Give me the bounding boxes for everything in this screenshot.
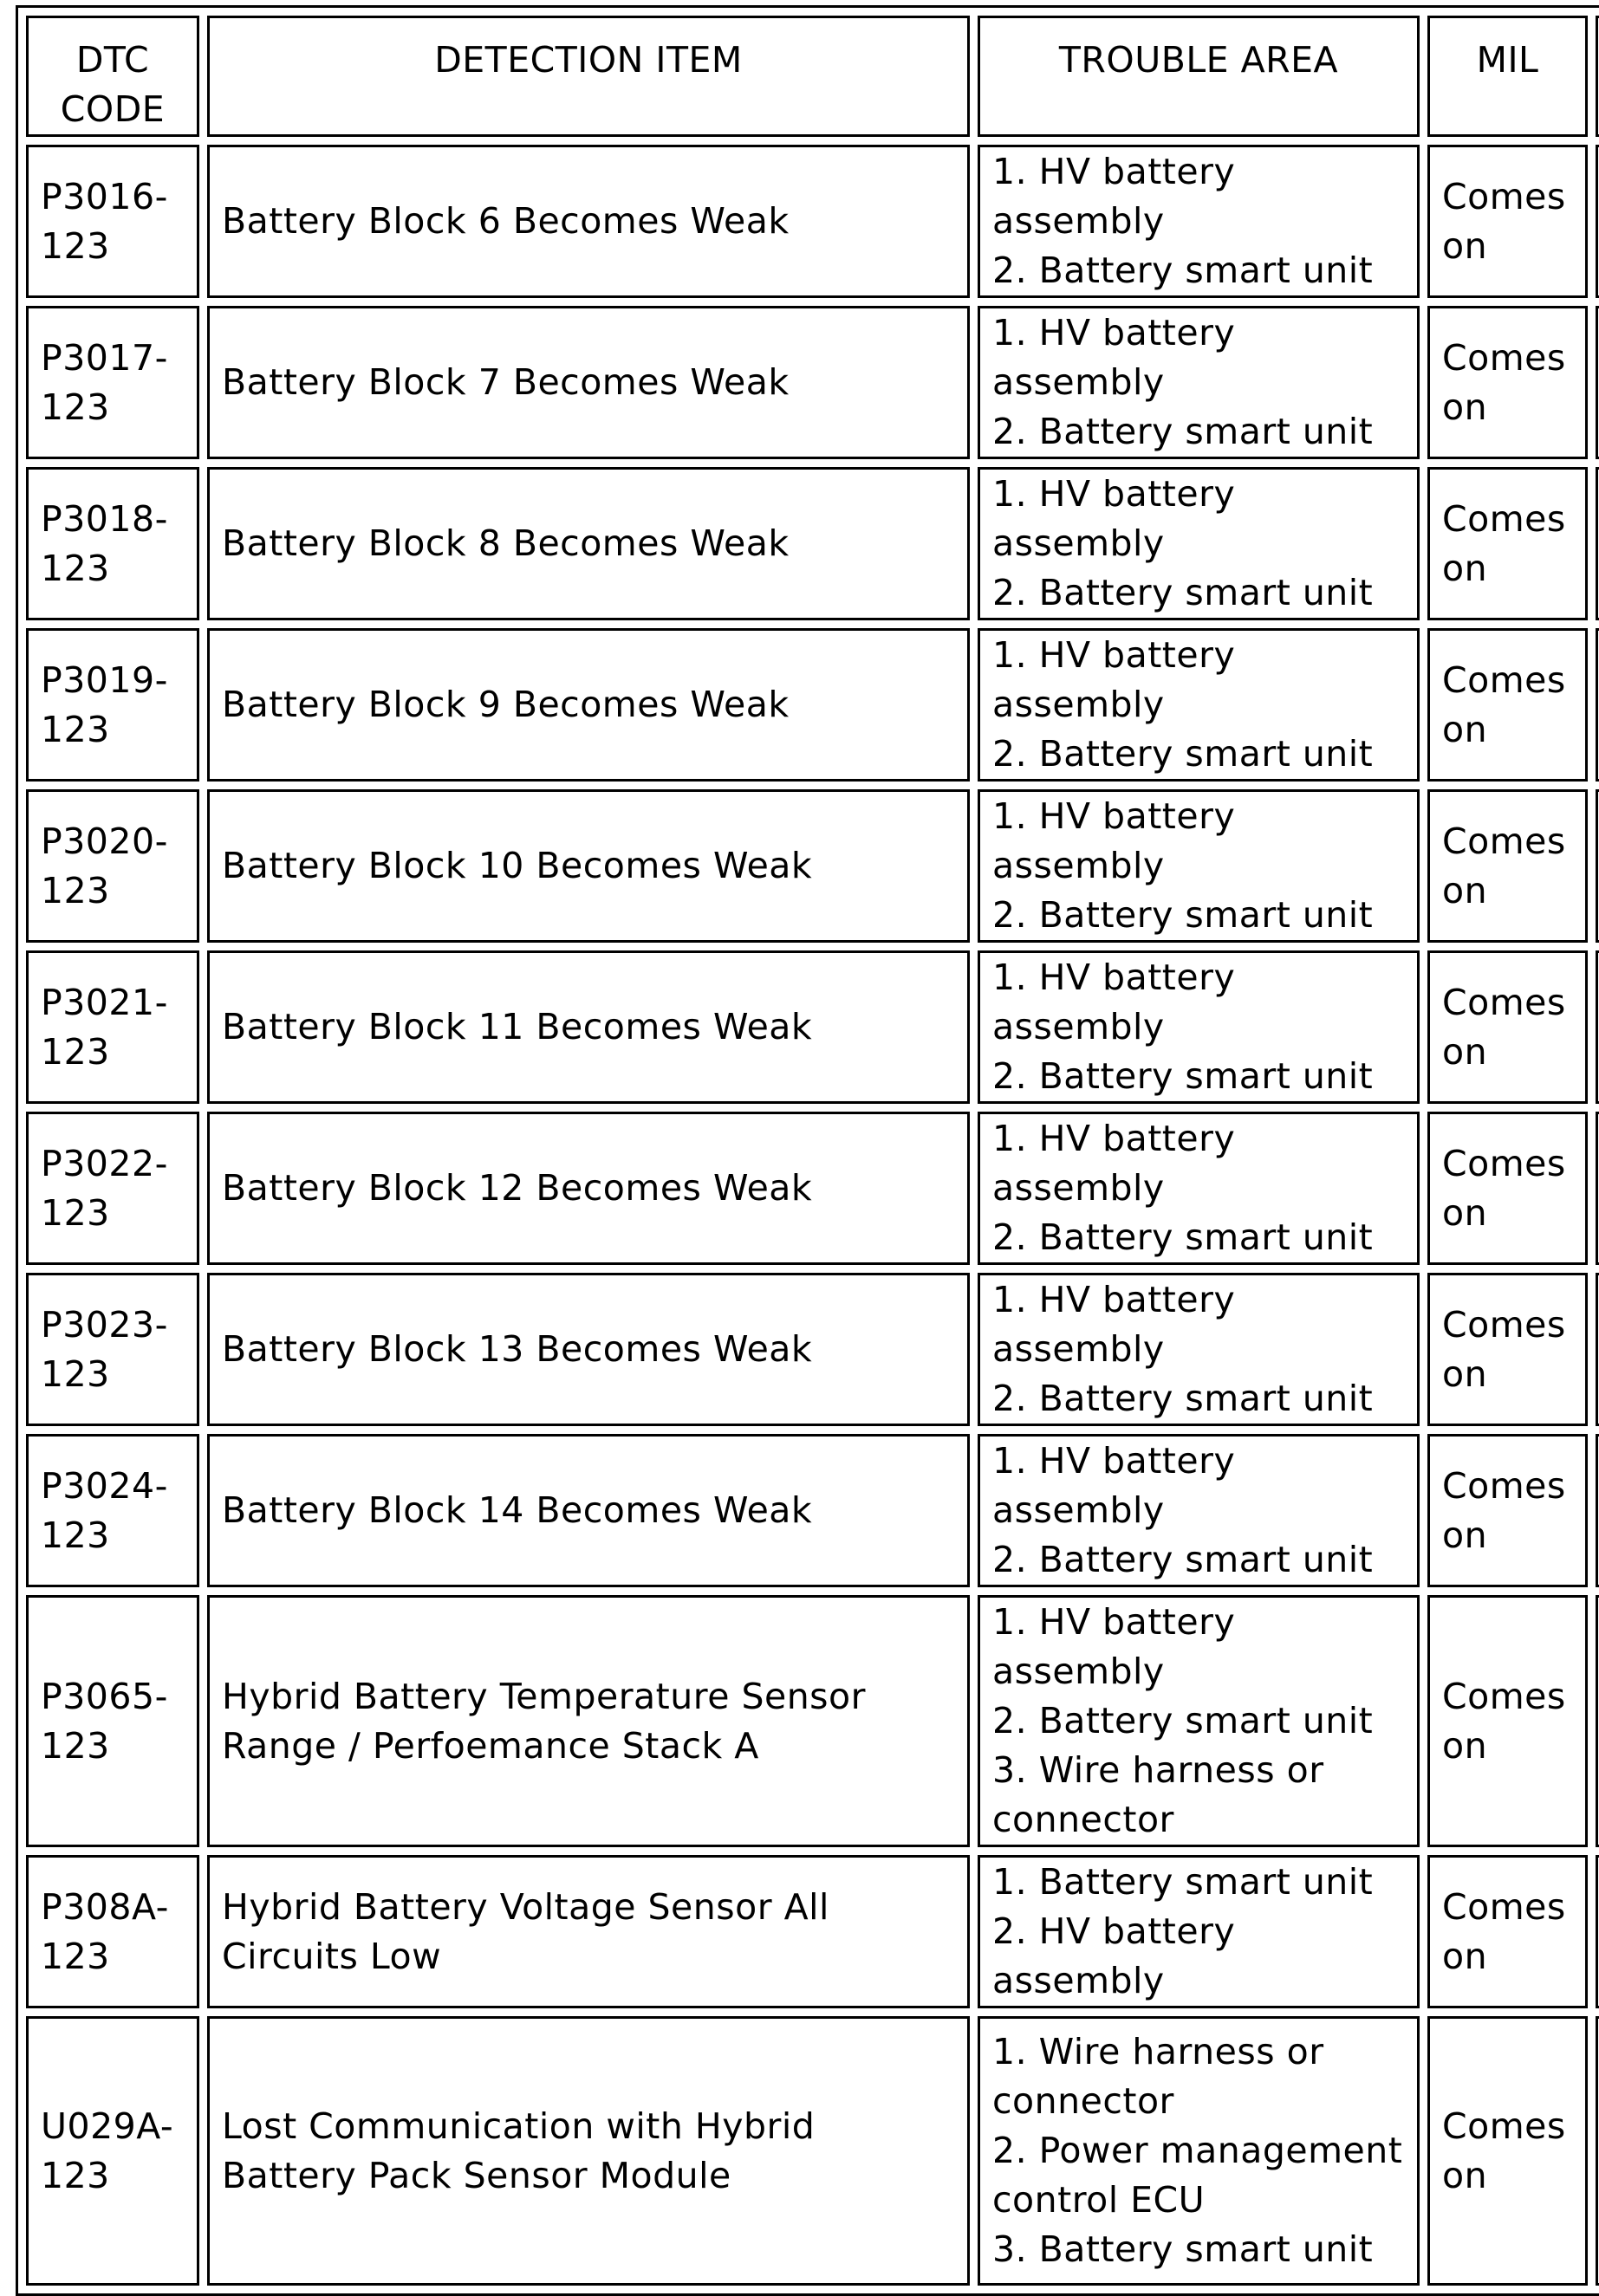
header-dtc-code-line1: DTC bbox=[75, 39, 150, 81]
dtc-code-suffix: 123 bbox=[41, 224, 110, 267]
mil-cell bbox=[1427, 145, 1588, 298]
trouble-area-line: 2. Battery smart unit bbox=[992, 572, 1374, 613]
table-row bbox=[26, 950, 1599, 1104]
dtc-code-part: P3020- bbox=[41, 820, 168, 862]
detection-item-cell: Hybrid Battery Temperature Sensor Range / Perfoemance Stack A bbox=[207, 1595, 970, 1847]
mil-status-suffix: on bbox=[1442, 1514, 1488, 1556]
mil-status-suffix: on bbox=[1442, 1191, 1488, 1234]
detection-item-cell: Battery Block 12 Becomes Weak bbox=[207, 1112, 970, 1265]
trouble-area-cell bbox=[978, 1595, 1420, 1847]
table-row bbox=[26, 1112, 1599, 1265]
dtc-code-cell bbox=[26, 1112, 199, 1265]
mil-status-suffix: on bbox=[1442, 547, 1488, 589]
mil-status: Comes bbox=[1442, 2105, 1566, 2147]
trouble-area-line: 2. Battery smart unit bbox=[992, 894, 1374, 936]
dtc-code-cell bbox=[26, 950, 199, 1104]
trouble-area-line: 1. HV battery assembly bbox=[992, 312, 1236, 403]
trouble-area-line: 1. HV battery assembly bbox=[992, 1440, 1236, 1531]
trouble-area-cell bbox=[978, 628, 1420, 782]
mil-status: Comes bbox=[1442, 658, 1566, 701]
detection-item-cell: Hybrid Battery Voltage Sensor All Circuits Low bbox=[207, 1855, 970, 2008]
extra-cell bbox=[1596, 1434, 1599, 1587]
dtc-code-suffix: 123 bbox=[41, 869, 110, 911]
mil-cell bbox=[1427, 950, 1588, 1104]
table-row bbox=[26, 628, 1599, 782]
dtc-code-part: P3065- bbox=[41, 1675, 168, 1717]
dtc-code-cell bbox=[26, 2016, 199, 2286]
mil-status: Comes bbox=[1442, 820, 1566, 862]
trouble-area-line: 2. Battery smart unit bbox=[992, 1378, 1374, 1419]
detection-item-cell: Battery Block 6 Becomes Weak bbox=[207, 145, 970, 298]
dtc-code-part: P3024- bbox=[41, 1464, 168, 1507]
trouble-area-cell bbox=[978, 306, 1420, 459]
trouble-area-line: 1. HV battery assembly bbox=[992, 1118, 1236, 1209]
table-row bbox=[26, 1595, 1599, 1847]
mil-status-suffix: on bbox=[1442, 708, 1488, 750]
dtc-code-suffix: 123 bbox=[41, 1191, 110, 1234]
mil-status: Comes bbox=[1442, 1675, 1566, 1717]
dtc-code-cell bbox=[26, 789, 199, 943]
table-row bbox=[26, 467, 1599, 620]
dtc-code-cell bbox=[26, 467, 199, 620]
extra-cell bbox=[1596, 306, 1599, 459]
dtc-code-suffix: 123 bbox=[41, 1724, 110, 1767]
detection-item-cell: Battery Block 11 Becomes Weak bbox=[207, 950, 970, 1104]
mil-status: Comes bbox=[1442, 336, 1566, 379]
table-row bbox=[26, 145, 1599, 298]
mil-cell bbox=[1427, 1434, 1588, 1587]
trouble-area-cell bbox=[978, 467, 1420, 620]
table-row bbox=[26, 306, 1599, 459]
dtc-code-part: U029A- bbox=[41, 2105, 174, 2147]
trouble-area-line: 2. Battery smart unit bbox=[992, 1216, 1374, 1258]
extra-cell bbox=[1596, 2016, 1599, 2286]
trouble-area-cell bbox=[978, 1434, 1420, 1587]
trouble-area-line: 2. Battery smart unit bbox=[992, 1700, 1374, 1741]
mil-cell bbox=[1427, 789, 1588, 943]
detection-item-cell: Battery Block 7 Becomes Weak bbox=[207, 306, 970, 459]
dtc-code-suffix: 123 bbox=[41, 547, 110, 589]
trouble-area-line: 2. Power management control ECU bbox=[992, 2130, 1403, 2221]
mil-status-suffix: on bbox=[1442, 2154, 1488, 2196]
table-row bbox=[26, 1434, 1599, 1587]
dtc-code-suffix: 123 bbox=[41, 1935, 110, 1977]
table-row bbox=[26, 789, 1599, 943]
trouble-area-cell bbox=[978, 1855, 1420, 2008]
dtc-code-suffix: 123 bbox=[41, 1514, 110, 1556]
dtc-code-cell bbox=[26, 628, 199, 782]
dtc-code-part: P3018- bbox=[41, 497, 168, 540]
mil-cell bbox=[1427, 1112, 1588, 1265]
dtc-code-cell bbox=[26, 1855, 199, 2008]
dtc-code-suffix: 123 bbox=[41, 708, 110, 750]
extra-cell bbox=[1596, 1273, 1599, 1426]
extra-cell bbox=[1596, 950, 1599, 1104]
mil-status: Comes bbox=[1442, 1885, 1566, 1928]
dtc-code-suffix: 123 bbox=[41, 386, 110, 428]
table-row bbox=[26, 2016, 1599, 2286]
mil-status-suffix: on bbox=[1442, 386, 1488, 428]
mil-cell bbox=[1427, 628, 1588, 782]
dtc-code-suffix: 123 bbox=[41, 1030, 110, 1073]
dtc-code-part: P3022- bbox=[41, 1142, 168, 1184]
mil-status-suffix: on bbox=[1442, 1352, 1488, 1395]
mil-status-suffix: on bbox=[1442, 1030, 1488, 1073]
dtc-code-cell bbox=[26, 145, 199, 298]
mil-status: Comes bbox=[1442, 981, 1566, 1023]
detection-item-cell: Lost Communication with Hybrid Battery Pack Sensor Module bbox=[207, 2016, 970, 2286]
mil-status: Comes bbox=[1442, 1464, 1566, 1507]
dtc-code-part: P3021- bbox=[41, 981, 168, 1023]
mil-status-suffix: on bbox=[1442, 869, 1488, 911]
header-dtc-code bbox=[26, 16, 199, 137]
dtc-code-part: P3023- bbox=[41, 1303, 168, 1346]
mil-cell bbox=[1427, 467, 1588, 620]
trouble-area-line: 2. Battery smart unit bbox=[992, 733, 1374, 775]
trouble-area-cell bbox=[978, 145, 1420, 298]
trouble-area-line: 1. HV battery assembly bbox=[992, 1601, 1236, 1692]
dtc-code-part: P3019- bbox=[41, 658, 168, 701]
mil-status: Comes bbox=[1442, 175, 1566, 217]
header-row bbox=[26, 16, 1599, 137]
trouble-area-cell bbox=[978, 2016, 1420, 2286]
trouble-area-line: 2. Battery smart unit bbox=[992, 1055, 1374, 1097]
mil-status-suffix: on bbox=[1442, 224, 1488, 267]
dtc-code-suffix: 123 bbox=[41, 1352, 110, 1395]
header-mil: MIL bbox=[1427, 16, 1588, 137]
extra-cell bbox=[1596, 145, 1599, 298]
extra-cell bbox=[1596, 467, 1599, 620]
extra-cell bbox=[1596, 789, 1599, 943]
trouble-area-line: 3. Wire harness or connector bbox=[992, 1749, 1324, 1840]
trouble-area-line: 2. Battery smart unit bbox=[992, 1539, 1374, 1580]
trouble-area-line: 1. Battery smart unit bbox=[992, 1861, 1374, 1903]
trouble-area-line: 1. HV battery assembly bbox=[992, 1279, 1236, 1370]
mil-status-suffix: on bbox=[1442, 1724, 1488, 1767]
trouble-area-line: 2. HV battery assembly bbox=[992, 1910, 1236, 2001]
dtc-code-cell bbox=[26, 1595, 199, 1847]
mil-cell bbox=[1427, 2016, 1588, 2286]
trouble-area-line: 1. HV battery assembly bbox=[992, 634, 1236, 725]
trouble-area-line: 1. HV battery assembly bbox=[992, 957, 1236, 1047]
trouble-area-line: 1. HV battery assembly bbox=[992, 151, 1236, 242]
trouble-area-cell bbox=[978, 1112, 1420, 1265]
table-row bbox=[26, 1855, 1599, 2008]
mil-status: Comes bbox=[1442, 1303, 1566, 1346]
detection-item-cell: Battery Block 13 Becomes Weak bbox=[207, 1273, 970, 1426]
mil-cell bbox=[1427, 306, 1588, 459]
mil-status: Comes bbox=[1442, 1142, 1566, 1184]
dtc-table bbox=[16, 5, 1599, 2296]
trouble-area-line: 3. Battery smart unit bbox=[992, 2228, 1374, 2270]
mil-cell bbox=[1427, 1595, 1588, 1847]
trouble-area-line: 2. Battery smart unit bbox=[992, 250, 1374, 291]
trouble-area-line: 1. HV battery assembly bbox=[992, 473, 1236, 564]
dtc-code-cell bbox=[26, 306, 199, 459]
mil-status-suffix: on bbox=[1442, 1935, 1488, 1977]
detection-item-cell: Battery Block 9 Becomes Weak bbox=[207, 628, 970, 782]
extra-cell bbox=[1596, 1595, 1599, 1847]
mil-cell bbox=[1427, 1273, 1588, 1426]
trouble-area-line: 1. HV battery assembly bbox=[992, 795, 1236, 886]
extra-cell bbox=[1596, 628, 1599, 782]
dtc-code-part: P3017- bbox=[41, 336, 168, 379]
trouble-area-cell bbox=[978, 1273, 1420, 1426]
header-dtc-code-line2: CODE bbox=[60, 88, 166, 130]
dtc-code-cell bbox=[26, 1273, 199, 1426]
trouble-area-cell bbox=[978, 950, 1420, 1104]
table-row bbox=[26, 1273, 1599, 1426]
detection-item-cell: Battery Block 8 Becomes Weak bbox=[207, 467, 970, 620]
mil-cell bbox=[1427, 1855, 1588, 2008]
header-extra-column bbox=[1596, 16, 1599, 137]
dtc-code-cell bbox=[26, 1434, 199, 1587]
dtc-code-suffix: 123 bbox=[41, 2154, 110, 2196]
extra-cell bbox=[1596, 1855, 1599, 2008]
detection-item-cell: Battery Block 10 Becomes Weak bbox=[207, 789, 970, 943]
trouble-area-line: 2. Battery smart unit bbox=[992, 411, 1374, 452]
detection-item-cell: Battery Block 14 Becomes Weak bbox=[207, 1434, 970, 1587]
dtc-code-part: P3016- bbox=[41, 175, 168, 217]
extra-cell bbox=[1596, 1112, 1599, 1265]
trouble-area-cell bbox=[978, 789, 1420, 943]
mil-status: Comes bbox=[1442, 497, 1566, 540]
header-trouble-area: TROUBLE AREA bbox=[978, 16, 1420, 137]
header-detection-item: DETECTION ITEM bbox=[207, 16, 970, 137]
dtc-code-part: P308A- bbox=[41, 1885, 169, 1928]
trouble-area-line: 1. Wire harness or connector bbox=[992, 2031, 1324, 2122]
